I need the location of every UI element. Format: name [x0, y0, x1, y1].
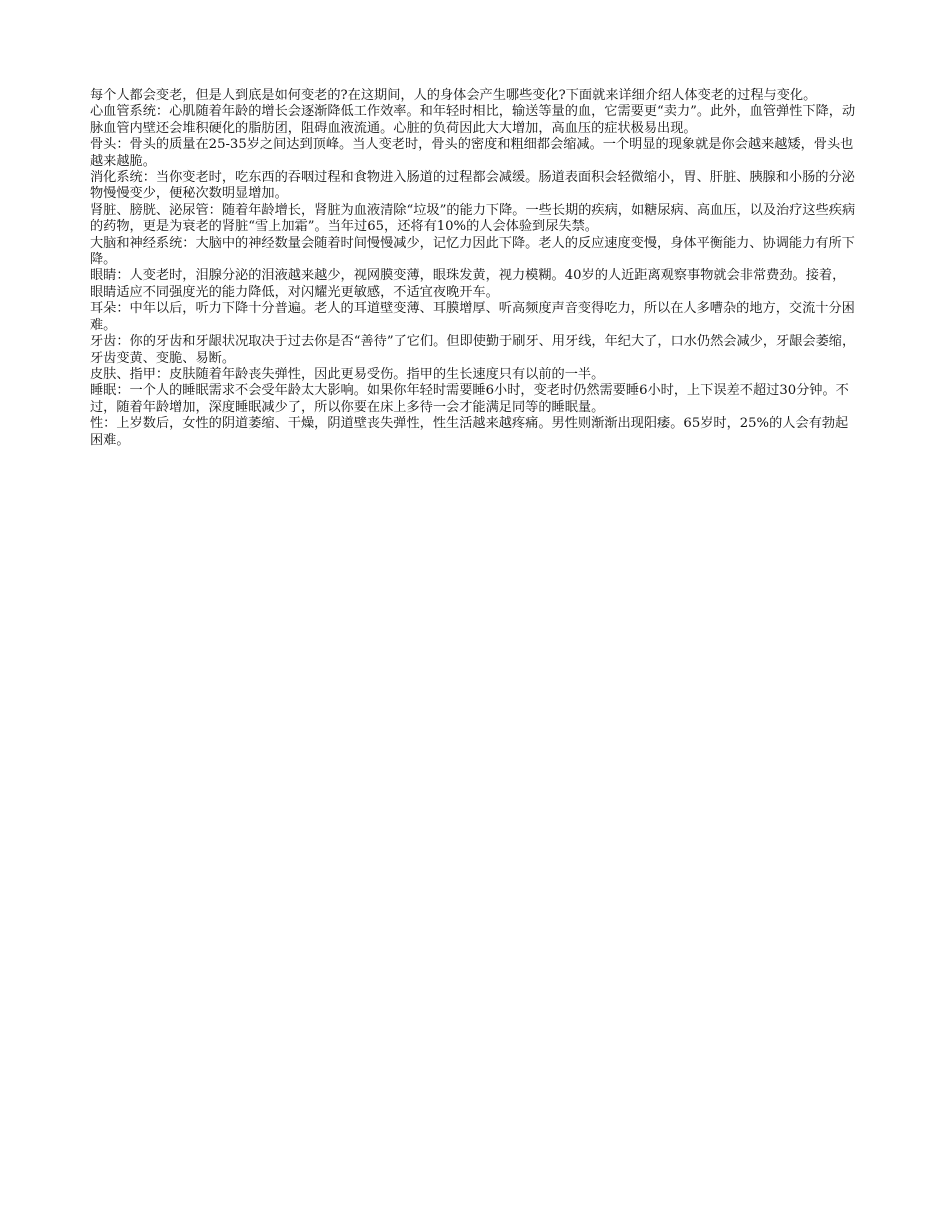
- paragraph-bones: 骨头：骨头的质量在25-35岁之间达到顶峰。当人变老时，骨头的密度和粗细都会缩减。一个明显的现象就是你会越来越矮，骨头也越来越脆。: [90, 137, 854, 169]
- paragraph-ears: 耳朵：中年以后，听力下降十分普遍。老人的耳道壁变薄、耳膜增厚、听高频度声音变得吃力，所以在人多嘈杂的地方，交流十分困难。: [90, 301, 855, 333]
- paragraph-brain: 大脑和神经系统：大脑中的神经数量会随着时间慢慢减少，记忆力因此下降。老人的反应速度变慢，身体平衡能力、协调能力有所下降。: [90, 235, 855, 268]
- paragraph-intro: 每个人都会变老，但是人到底是如何变老的?在这期间，人的身体会产生哪些变化?下面就来详细介绍人体变老的过程与变化。: [90, 88, 817, 103]
- paragraph-digestive: 消化系统：当你变老时，吃东西的吞咽过程和食物进入肠道的过程都会减缓。肠道表面积会轻微缩小，胃、肝脏、胰腺和小肠的分泌物慢慢变少，便秘次数明显增加。: [90, 170, 855, 202]
- paragraph-skin: 皮肤、指甲：皮肤随着年龄丧失弹性，因此更易受伤。指甲的生长速度只有以前的一半。: [90, 366, 605, 382]
- paragraph-eyes: 眼睛：人变老时，泪腺分泌的泪液越来越少，视网膜变薄，眼珠发黄，视力模糊。40岁的人近距离观察事物就会非常费劲。接着，眼睛适应不同强度光的能力降低，对闪耀光更敏感，不适宜夜晚开车。: [90, 268, 846, 300]
- paragraph-sex: 性：上岁数后，女性的阴道萎缩、干燥，阴道壁丧失弹性，性生活越来越疼痛。男性则渐渐出现阳痿。65岁时，25%的人会有勃起困难。: [90, 416, 849, 448]
- paragraph-kidney: 肾脏、膀胱、泌尿管：随着年龄增长，肾脏为血液清除“垃圾”的能力下降。一些长期的疾病，如糖尿病、高血压，以及治疗这些疾病的药物，更是为衰老的肾脏“雪上加霜”。当年过65，还将有10%的人会体验到尿失禁。: [90, 202, 856, 235]
- document-body: [90, 88, 858, 449]
- paragraph-teeth: 牙齿：你的牙齿和牙龈状况取决于过去你是否“善待”了它们。但即使勤于刷牙、用牙线，年纪大了，口水仍然会减少，牙龈会萎缩，牙齿变黄、变脆、易断。: [90, 334, 856, 366]
- paragraph-sleep: 睡眠：一个人的睡眠需求不会受年龄太大影响。如果你年轻时需要睡6小时，变老时仍然需要睡6小时，上下误差不超过30分钟。不过，随着年龄增加，深度睡眠减少了，所以你要在床上多待一会才能满足同等的睡眠量。: [90, 383, 849, 415]
- paragraph-cardiovascular: 心血管系统：心肌随着年龄的增长会逐渐降低工作效率。和年轻时相比，输送等量的血，它需要更“卖力”。此外，血管弹性下降，动脉血管内壁还会堆积硬化的脂肪团，阻碍血液流通。心脏的负荷因此大大增加，高血压的症状极易出现。: [90, 104, 856, 136]
